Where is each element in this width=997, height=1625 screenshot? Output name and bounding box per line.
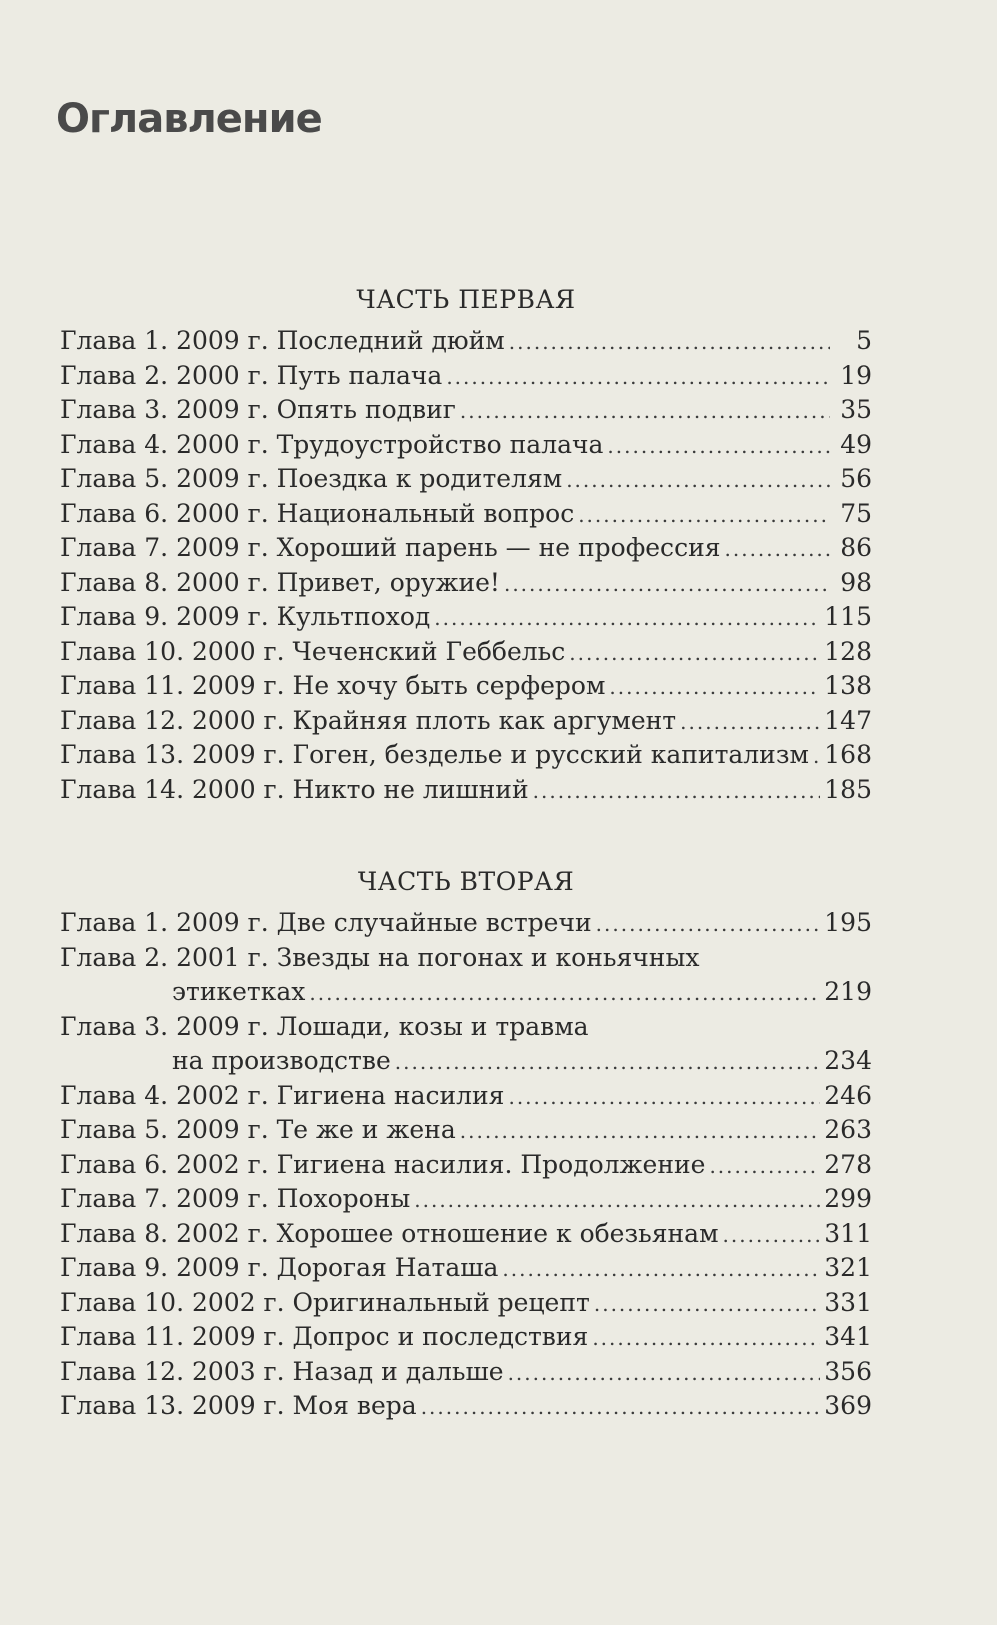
toc-entry-line [60,704,872,739]
page-number: 75 [840,498,872,528]
dot-leader [578,498,830,533]
page-number: 56 [840,464,872,493]
dot-leader [569,636,820,671]
toc-entry [60,704,872,739]
dot-leader [680,705,820,740]
dot-leader [309,976,820,1011]
toc-entry-line [60,428,872,463]
toc-entry [60,531,872,566]
part-two [60,858,872,1424]
part-one [60,276,872,807]
toc-entry [60,941,872,1010]
dot-leader [504,567,830,602]
page-number: 35 [840,395,872,424]
toc-entry-first-line [60,941,872,976]
chapter-title: Глава 13. 2009 г. Гоген, безделье и русский капитализм [60,740,809,769]
toc-entry-line [60,531,872,566]
chapter-title: Глава 11. 2009 г. Не хочу быть серфером [60,671,606,700]
toc-entry-line [60,635,872,670]
chapter-title: Глава 10. 2000 г. Чеченский Геббельс [60,636,566,666]
chapter-title: Глава 12. 2003 г. Назад и дальше [60,1356,504,1386]
page-number: 19 [840,360,872,390]
dot-leader [813,739,820,774]
toc-entry [60,600,872,635]
chapter-title: Глава 6. 2002 г. Гигиена насилия. Продолжение [60,1149,706,1179]
page-number: 311 [824,1218,872,1248]
page-number: 278 [824,1149,872,1179]
page-title: Оглавление [56,96,322,142]
toc-entry-line [60,462,872,497]
page-number: 299 [824,1184,872,1213]
toc-entry-continuation-line [60,1044,872,1079]
toc-entry-line [60,1389,872,1424]
page-number: 147 [824,705,872,735]
toc-entry-line [60,1251,872,1286]
page-number: 49 [840,429,872,459]
chapter-title: Глава 13. 2009 г. Моя вера [60,1391,417,1420]
page-number: 86 [840,533,872,562]
toc-entry-line [60,906,872,941]
dot-leader [709,1149,820,1184]
page-number: 263 [824,1115,872,1144]
toc-entry-line [60,600,872,635]
chapter-title: Глава 7. 2009 г. Похороны [60,1184,411,1213]
toc-entry [60,1286,872,1321]
dot-leader [508,1356,821,1391]
dot-leader [533,774,821,809]
chapter-title: Глава 8. 2002 г. Хорошее отношение к обезьянам [60,1218,719,1248]
part-title: ЧАСТЬ ПЕРВАЯ [356,285,576,314]
toc-entry [60,1217,872,1252]
toc-entry [60,497,872,532]
toc-entry-first-line [60,1010,872,1045]
toc-entry-line [60,566,872,601]
chapter-title: Глава 2. 2001 г. Звезды на погонах и коньячных [60,942,700,972]
toc-list [60,324,872,807]
dot-leader [609,670,820,705]
toc-entry-line [60,1286,872,1321]
toc-entry-line [60,1113,872,1148]
page-number: 321 [824,1253,872,1282]
toc-entry-line [60,393,872,428]
page-number: 5 [856,326,872,355]
chapter-title: Глава 7. 2009 г. Хороший парень — не профессия [60,533,721,562]
page-number: 98 [840,567,872,597]
chapter-title-continuation: этикетках [172,977,306,1006]
dot-leader [434,601,820,636]
chapter-title: Глава 3. 2009 г. Лошади, козы и травма [60,1011,589,1041]
chapter-title: Глава 5. 2009 г. Поездка к родителям [60,464,563,493]
dot-leader [607,429,830,464]
toc-entry [60,1182,872,1217]
dot-leader [725,532,831,567]
toc-entry-line [60,773,872,808]
toc-entry-line [60,324,872,359]
page-number: 168 [824,740,872,769]
page-number: 246 [824,1080,872,1110]
toc-entry [60,393,872,428]
dot-leader [723,1218,821,1253]
dot-leader [596,907,821,942]
dot-leader [460,1114,821,1149]
chapter-title: Глава 14. 2000 г. Никто не лишний [60,774,529,804]
toc-entry [60,635,872,670]
chapter-title: Глава 4. 2002 г. Гигиена насилия [60,1080,505,1110]
toc-entry-line [60,1182,872,1217]
toc-entry [60,428,872,463]
toc-entry-line [60,1355,872,1390]
chapter-title: Глава 1. 2009 г. Последний дюйм [60,326,505,355]
chapter-title: Глава 8. 2000 г. Привет, оружие! [60,567,500,597]
toc-entry-line [60,1079,872,1114]
page-number: 341 [824,1322,872,1351]
toc-entry [60,1389,872,1424]
toc-entry [60,566,872,601]
toc-entry [60,1355,872,1390]
toc-entry-line [60,738,872,773]
dot-leader [566,463,830,498]
part-title: ЧАСТЬ ВТОРАЯ [357,867,575,896]
toc-entry [60,1251,872,1286]
toc-entry [60,1079,872,1114]
toc-entry [60,906,872,941]
toc-entry-line [60,1217,872,1252]
toc-entry-line [60,359,872,394]
chapter-title: Глава 10. 2002 г. Оригинальный рецепт [60,1287,590,1317]
dot-leader [508,1080,820,1115]
page-number: 195 [824,908,872,937]
toc-entry [60,324,872,359]
toc-entry-line [60,497,872,532]
page-number: 219 [824,977,872,1006]
dot-leader [592,1321,820,1356]
dot-leader [446,360,830,395]
dot-leader [414,1183,820,1218]
toc-entry-continuation-line [60,975,872,1010]
chapter-title: Глава 2. 2000 г. Путь палача [60,360,443,390]
chapter-title: Глава 11. 2009 г. Допрос и последствия [60,1322,589,1351]
toc-entry [60,1320,872,1355]
chapter-title: Глава 12. 2000 г. Крайняя плоть как аргумент [60,705,677,735]
dot-leader [421,1390,821,1425]
page-number: 138 [824,671,872,700]
dot-leader [460,394,830,429]
chapter-title: Глава 5. 2009 г. Те же и жена [60,1115,456,1144]
chapter-title: Глава 4. 2000 г. Трудоустройство палача [60,429,604,459]
dot-leader [395,1045,821,1080]
toc-entry-line [60,1148,872,1183]
chapter-title: Глава 3. 2009 г. Опять подвиг [60,395,456,424]
toc-entry-line [60,669,872,704]
page-number: 369 [824,1391,872,1420]
page-number: 185 [824,774,872,804]
page-number: 356 [824,1356,872,1386]
toc-list [60,906,872,1424]
page-number: 128 [824,636,872,666]
toc-entry [60,462,872,497]
dot-leader [509,325,830,360]
toc-entry-line [60,1320,872,1355]
dot-leader [502,1252,820,1287]
toc-entry [60,669,872,704]
toc-entry [60,1148,872,1183]
chapter-title: Глава 6. 2000 г. Национальный вопрос [60,498,575,528]
toc-entry [60,1010,872,1079]
chapter-title: Глава 9. 2009 г. Культпоход [60,602,431,631]
page-number: 331 [824,1287,872,1317]
toc-entry [60,359,872,394]
chapter-title: Глава 1. 2009 г. Две случайные встречи [60,908,592,937]
page-number: 234 [824,1046,872,1075]
chapter-title: Глава 9. 2009 г. Дорогая Наташа [60,1253,499,1282]
toc-entry [60,738,872,773]
chapter-title-continuation: на производстве [172,1046,391,1075]
dot-leader [594,1287,820,1322]
page-number: 115 [824,602,872,631]
toc-entry [60,773,872,808]
toc-entry [60,1113,872,1148]
